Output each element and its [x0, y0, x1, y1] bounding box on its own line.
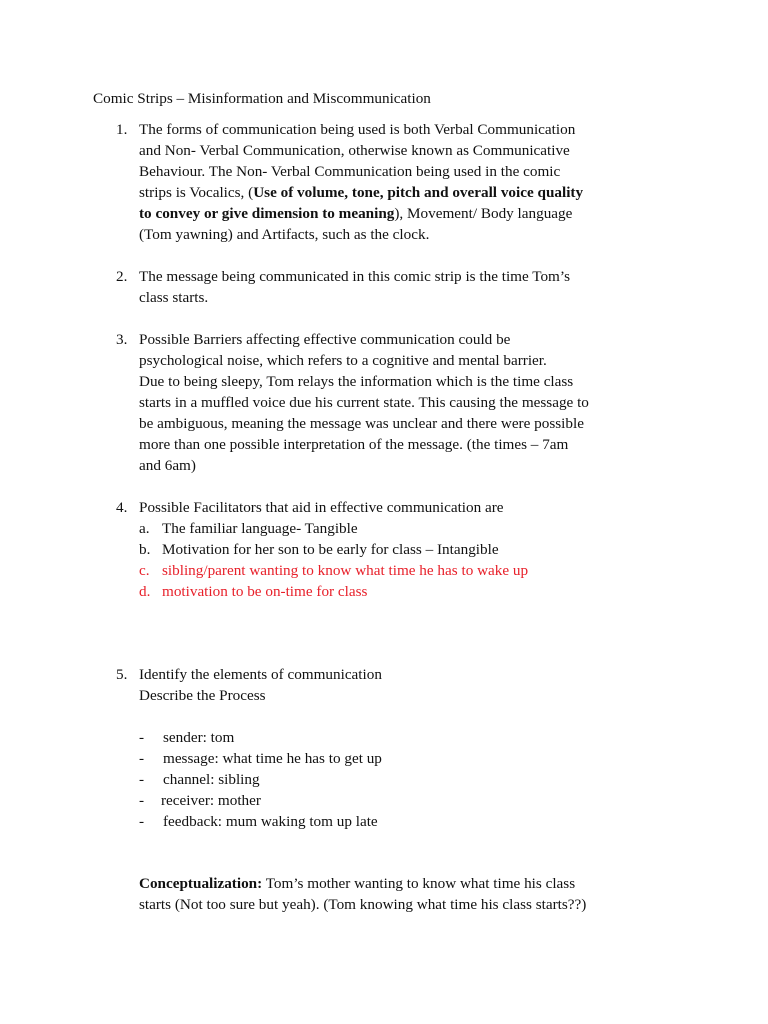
element-text: feedback: mum waking tom up late [163, 813, 378, 830]
text-line [139, 182, 689, 203]
element-item [139, 727, 689, 748]
text-line: Describe the Process [139, 687, 266, 704]
text-line: and Non- Verbal Communication, otherwise known as Communicative [139, 142, 570, 159]
item-body [139, 119, 689, 245]
bullet-dash: - [139, 771, 145, 788]
bold-definition: Use of volume, tone, pitch and overall voice quality [253, 184, 584, 201]
sub-item-label: d. [139, 583, 151, 600]
text-line: starts in a muffled voice due his current state. This causing the message to [139, 394, 589, 411]
item-number: 3. [116, 331, 128, 348]
text-line: class starts. [139, 289, 209, 306]
sub-item-text: Motivation for her son to be early for class – Intangible [162, 541, 499, 558]
text-line: Possible Barriers affecting effective communication could be [139, 331, 511, 348]
text-line [139, 873, 689, 894]
text-line: more than one possible interpretation of the message. (the times – 7am [139, 436, 569, 453]
sub-item-text: The familiar language- Tangible [162, 520, 358, 537]
element-text: sender: tom [163, 729, 235, 746]
text-span: ), Movement/ Body language [394, 205, 573, 222]
element-text: message: what time he has to get up [163, 750, 382, 767]
text-line: and 6am) [139, 457, 196, 474]
sub-item-label: c. [139, 562, 150, 579]
item-body [139, 497, 689, 602]
element-item [139, 769, 689, 790]
item-number: 5. [116, 666, 128, 683]
text-line: be ambiguous, meaning the message was unclear and there were possible [139, 415, 584, 432]
text-span: Tom’s mother wanting to know what time his class [262, 875, 576, 892]
sub-item-text: motivation to be on-time for class [162, 583, 368, 600]
text-line [139, 203, 689, 224]
bullet-dash: - [139, 750, 145, 767]
sub-item-label: b. [139, 541, 151, 558]
sub-item-highlighted [139, 581, 689, 602]
spacer [139, 706, 689, 727]
element-item [139, 748, 689, 769]
bullet-dash: - [139, 792, 145, 809]
document-title: Comic Strips – Misinformation and Miscommunication [93, 90, 431, 107]
element-text: channel: sibling [163, 771, 260, 788]
item-number: 2. [116, 268, 128, 285]
item-body [139, 266, 689, 308]
text-line: starts (Not too sure but yeah). (Tom knowing what time his class starts??) [139, 896, 587, 913]
paragraph-body [139, 873, 689, 915]
text-span: strips is Vocalics, ( [139, 184, 254, 201]
sub-item [139, 518, 689, 539]
text-line: psychological noise, which refers to a cognitive and mental barrier. [139, 352, 547, 369]
bullet-dash: - [139, 813, 145, 830]
text-line: Identify the elements of communication [139, 666, 382, 683]
sub-item-highlighted [139, 560, 689, 581]
text-line: The message being communicated in this comic strip is the time Tom’s [139, 268, 570, 285]
item-body [139, 664, 689, 832]
item-body [139, 329, 689, 476]
item-number: 4. [116, 499, 128, 516]
item-number: 1. [116, 121, 128, 138]
element-item [139, 790, 689, 811]
text-line: Behaviour. The Non- Verbal Communication being used in the comic [139, 163, 561, 180]
element-text: receiver: mother [161, 792, 261, 809]
bullet-dash: - [139, 729, 145, 746]
text-line: (Tom yawning) and Artifacts, such as the clock. [139, 226, 430, 243]
text-line: The forms of communication being used is both Verbal Communication [139, 121, 576, 138]
bold-definition: to convey or give dimension to meaning [139, 205, 395, 222]
sub-item [139, 539, 689, 560]
conceptualization-label: Conceptualization: [139, 875, 263, 892]
text-line: Possible Facilitators that aid in effective communication are [139, 499, 504, 516]
sub-item-text: sibling/parent wanting to know what time he has to wake up [162, 562, 529, 579]
sub-item-label: a. [139, 520, 150, 537]
element-item [139, 811, 689, 832]
text-line: Due to being sleepy, Tom relays the information which is the time class [139, 373, 574, 390]
